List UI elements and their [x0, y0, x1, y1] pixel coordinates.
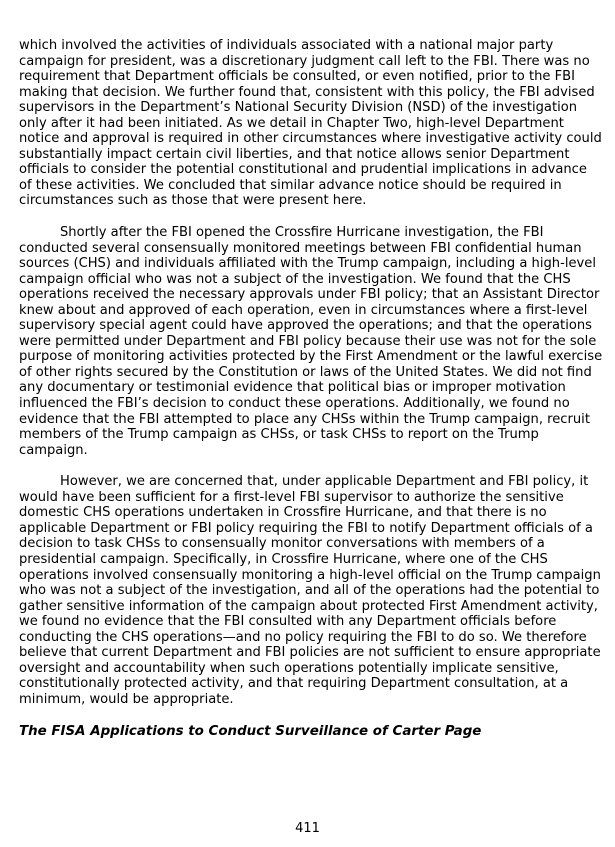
page-number: 411: [295, 821, 320, 836]
paragraph-policy-concern: However, we are concerned that, under applicable Department and FBI policy, it would have been sufficient for a first-level FBI supervisor to authorize the sensitive domestic CHS operations undertaken in Crossfire Hurricane, and that there is no applicable Department or FBI policy requiring the FBI to notify Department officials of a decision to task CHSs to consensually monitor conversations with members of a presidential campaign. Specifically, in Crossfire Hurricane, where one of the CHS operations involved consensually monitoring a high-level official on the Trump campaign who was not a subject of the investigation, and all of the operations had the potential to gather sensitive information of the campaign about protected First Amendment activity, we found no evidence that the FBI consulted with any Department officials before conducting the CHS operations—and no policy requiring the FBI to do so. We therefore believe that current Department and FBI policies are not sufficient to ensure appropriate oversight and accountability when such operations potentially implicate sensitive, constitutionally protected activity, and that requiring Department consultation, at a minimum, would be appropriate.: [19, 474, 601, 707]
section-heading: The FISA Applications to Conduct Surveillance of Carter Page: [19, 724, 482, 740]
paragraph-chs-operations: Shortly after the FBI opened the Crossfire Hurricane investigation, the FBI conducted several consensually monitored meetings between FBI confidential human sources (CHS) and individuals affiliated with the Trump campaign, including a high-level campaign official who was not a subject of the investigation. We found that the CHS operations received the necessary approvals under FBI policy; that an Assistant Director knew about and approved of each operation, even in circumstances where a first-level supervisory special agent could have approved the operations; and that the operations were permitted under Department and FBI policy because their use was not for the sole purpose of monitoring activities protected by the First Amendment or the lawful exercise of other rights secured by the Constitution or laws of the United States. We did not find any documentary or testimonial evidence that political bias or improper motivation influenced the FBI’s decision to conduct these operations. Additionally, we found no evidence that the FBI attempted to place any CHSs within the Trump campaign, recruit members of the Trump campaign as CHSs, or task CHSs to report on the Trump campaign.: [19, 225, 603, 458]
paragraph-continuation: which involved the activities of individuals associated with a national major party campaign for president, was a discretionary judgment call left to the FBI. There was no requirement that Department officials be consulted, or even notified, prior to the FBI making that decision. We further found that, consistent with this policy, the FBI advised supervisors in the Department’s National Security Division (NSD) of the investigation only after it had been initiated. As we detail in Chapter Two, high-level Department notice and approval is required in other circumstances where investigative activity could substantially impact certain civil liberties, and that notice allows senior Department officials to consider the potential constitutional and prudential implications in advance of these activities. We concluded that similar advance notice should be required in circumstances such as those that were present here.: [19, 38, 602, 209]
document-page: [19, 38, 603, 740]
